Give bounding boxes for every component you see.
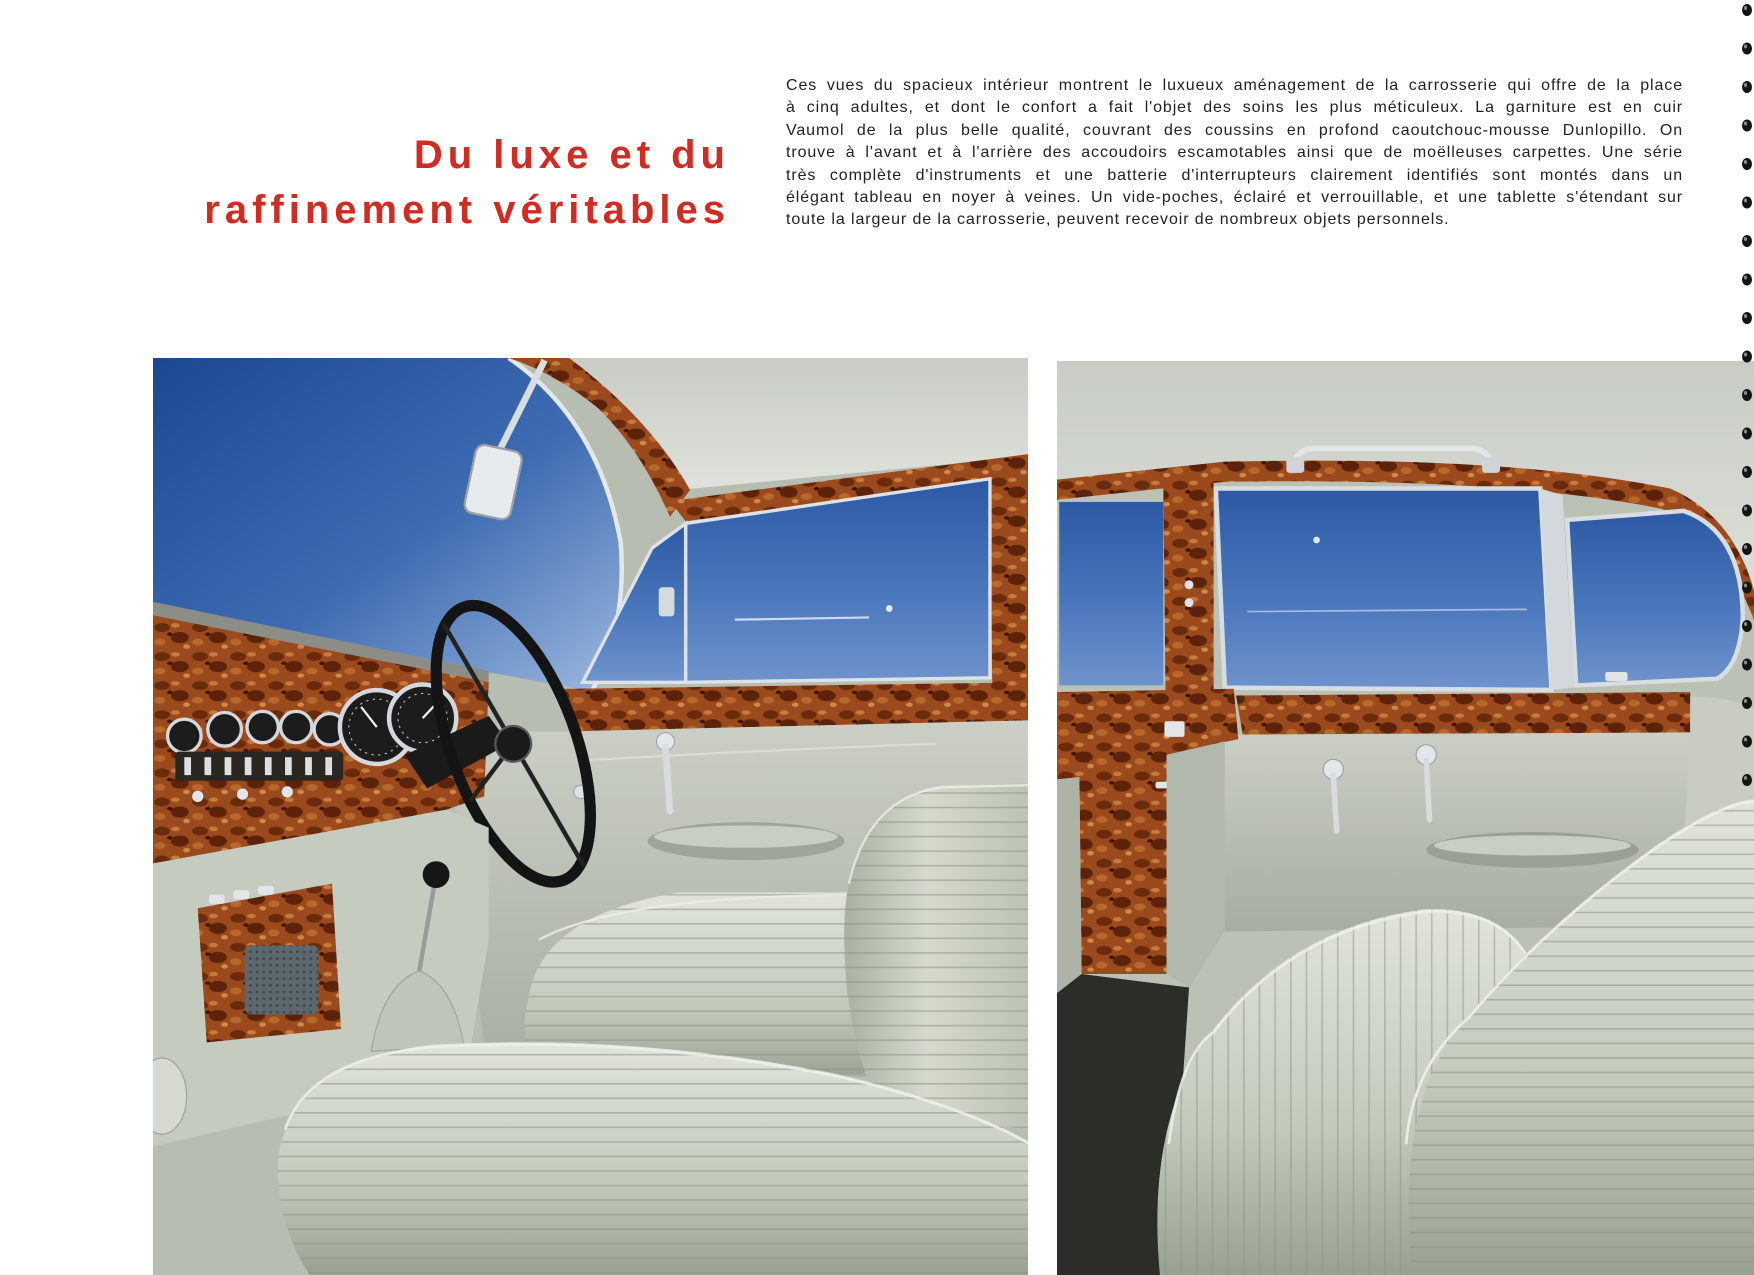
binding-hole-shine [1744,391,1747,395]
binding-hole [1742,351,1752,363]
binding-hole [1742,466,1752,478]
door-armrest [648,822,845,860]
binding-hole-shine [1744,584,1747,588]
binding-hole [1742,620,1752,632]
binding-hole [1742,736,1752,748]
body-line: Ces vues du spacieux intérieur montrent le luxueux aménagement de la carrosserie qui offre de la place [786,77,1683,94]
binding-hole [1742,697,1752,709]
binding-hole [1742,543,1752,555]
binding-hole [1742,774,1752,786]
door-capping-wood [1236,692,1690,735]
body-line: trouve à l'avant et à l'arrière des accoudoirs escamotables ainsi que de moëlleuses carpettes. Une série [786,144,1683,162]
binding-hole [1742,505,1752,517]
rear-interior-photo [1057,361,1754,1275]
heading [0,128,730,238]
binding-hole-shine [1744,545,1747,549]
heading-line-2: raffinement véritables [204,188,730,232]
binding-hole [1742,428,1752,440]
binding-hole-shine [1744,314,1747,318]
quarter-window [1567,511,1743,686]
binding-hole [1742,389,1752,401]
body-paragraph [786,75,1683,232]
binding-hole-shine [1744,199,1747,203]
front-interior-photo [153,358,1028,1275]
binding-hole [1742,582,1752,594]
body-line: très complète d'instruments et une batterie d'interrupteurs clairement identifiés sont montés dans un [786,166,1683,184]
binding-hole [1742,197,1752,209]
heading-line-1: Du luxe et du [413,133,730,177]
binding-hole-shine [1744,699,1747,703]
quarter-window-latch [1605,672,1627,681]
binding-hole-shine [1744,6,1747,10]
binding-hole-shine [1744,353,1747,357]
front-side-window [1059,502,1163,685]
b-pillar-wood [990,459,1028,687]
b-pillar-wood [1163,482,1213,692]
binding-hole [1742,4,1752,16]
body-line: élégant tableau en noyer à veines. Un vide-poches, éclairé et verrouillable, et une tablette s'étendant sur [786,189,1683,207]
binding-hole [1742,43,1752,55]
binding-hole-shine [1744,122,1747,126]
binding-hole-shine [1744,237,1747,241]
binding-hole [1742,158,1752,170]
binding-hole [1742,659,1752,671]
binding-hole [1742,235,1752,247]
speaker-grille [245,945,319,1014]
rear-door-window [1216,489,1552,690]
binding-hole-shine [1744,776,1747,780]
binding-hole [1742,274,1752,286]
binding-hole-shine [1744,160,1747,164]
binding-hole-shine [1744,661,1747,665]
binding-hole-shine [1744,83,1747,87]
body-line: Vaumol de la plus belle qualité, couvrant des coussins en profond caoutchouc-mousse Dunlopillo. On [786,121,1683,139]
binding-hole [1742,120,1752,132]
vent-latch [659,587,675,616]
door-armrest [1426,832,1639,868]
binding-hole-shine [1744,276,1747,280]
binding-hole-shine [1744,507,1747,511]
body-line: à cinq adultes, et dont le confort a fait l'objet des soins les plus méticuleux. La garniture est en cuir [786,99,1683,117]
binding-hole-shine [1744,45,1747,49]
spiral-binding [1734,0,1754,800]
binding-hole-shine [1744,430,1747,434]
front-door-lower [1057,777,1082,993]
front-seat-back [844,783,1028,1130]
binding-hole [1742,312,1752,324]
window-glare [1313,537,1320,544]
binding-hole-shine [1744,468,1747,472]
window-glare [886,605,893,612]
binding-hole-shine [1744,622,1747,626]
body-line: toute la largeur de la carrosserie, peuvent recevoir de nombreux objets personnels. [786,211,1450,229]
binding-hole-shine [1744,738,1747,742]
binding-hole [1742,81,1752,93]
